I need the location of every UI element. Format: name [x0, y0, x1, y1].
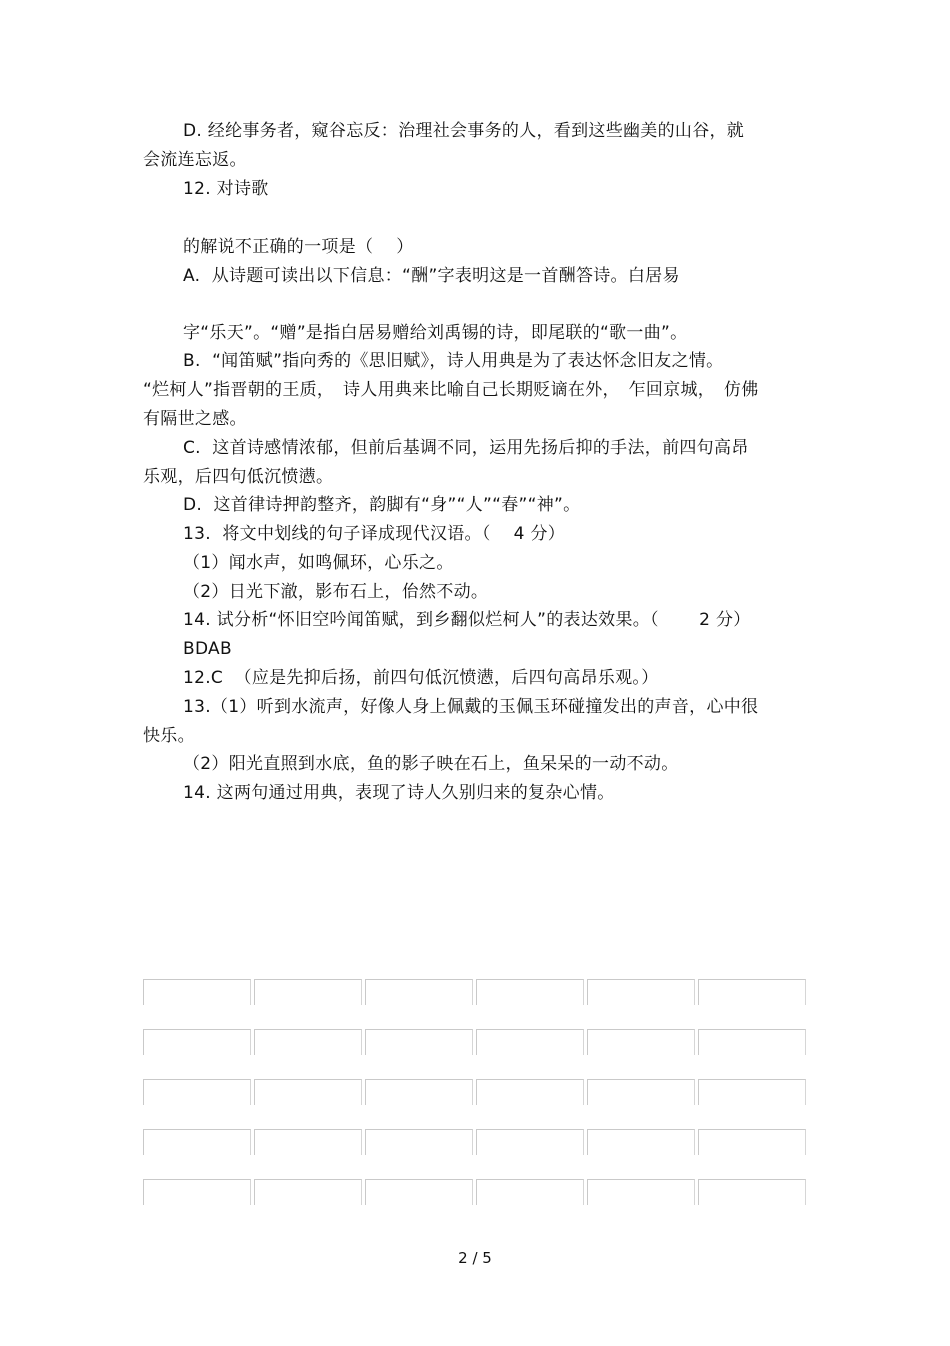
option-a-line-2: 字“乐天”。“赠”是指白居易赠给刘禹锡的诗，即尾联的“歌一曲”。 — [183, 323, 688, 343]
answer-14: 14. 这两句通过用典，表现了诗人久别归来的复杂心情。 — [183, 783, 615, 803]
answer-13-line-2: 快乐。 — [143, 726, 195, 746]
grid-cell — [143, 979, 251, 1005]
answer-13-line-1: 13.（1）听到水流声，好像人身上佩戴的玉佩玉环碰撞发出的声音，心中很 — [183, 697, 759, 717]
option-b-line-1: B. “闻笛赋”指向秀的《思旧赋》，诗人用典是为了表达怀念旧友之情。 — [183, 351, 724, 371]
option-d2-line: D. 这首律诗押韵整齐，韵脚有“身”“人”“春”“神”。 — [183, 495, 581, 515]
answer-key: BDAB — [183, 639, 232, 659]
grid-cell — [365, 1129, 473, 1155]
grid-cell — [587, 979, 695, 1005]
option-b-line-3: 有隔世之感。 — [143, 409, 247, 429]
grid-cell — [254, 1029, 362, 1055]
question-12-line-2: 的解说不正确的一项是（ ） — [183, 237, 414, 257]
option-b-line-2: “烂柯人”指晋朝的王质， 诗人用典来比喻自己长期贬谪在外， 乍回京城， 仿佛 — [143, 380, 759, 400]
grid-cell — [254, 1179, 362, 1205]
question-12-line-1: 12. 对诗歌 — [183, 179, 269, 199]
grid-cell — [698, 1079, 806, 1105]
answer-13-line-3: （2）阳光直照到水底，鱼的影子映在石上，鱼呆呆的一动不动。 — [183, 754, 679, 774]
grid-cell — [254, 979, 362, 1005]
question-13-item-2: （2）日光下澈，影布石上，佁然不动。 — [183, 582, 489, 602]
grid-cell — [476, 979, 584, 1005]
grid-cell — [143, 1129, 251, 1155]
grid-cell — [254, 1079, 362, 1105]
grid-cell — [143, 1079, 251, 1105]
grid-cell — [476, 1129, 584, 1155]
grid-cell — [476, 1179, 584, 1205]
grid-cell — [587, 1129, 695, 1155]
grid-cell — [254, 1129, 362, 1155]
grid-cell — [587, 1079, 695, 1105]
question-13-item-1: （1）闻水声，如鸣佩环，心乐之。 — [183, 553, 454, 573]
option-c-line-1: C. 这首诗感情浓郁，但前后基调不同，运用先扬后抑的手法，前四句高昂 — [183, 438, 749, 458]
option-c-line-2: 乐观，后四句低沉愤懑。 — [143, 467, 334, 487]
grid-cell — [143, 1179, 251, 1205]
grid-cell — [143, 1029, 251, 1055]
question-13: 13. 将文中划线的句子译成现代汉语。（ 4 分） — [183, 524, 566, 544]
grid-cell — [365, 979, 473, 1005]
grid-cell — [587, 1179, 695, 1205]
grid-cell — [698, 1029, 806, 1055]
grid-cell — [365, 1029, 473, 1055]
option-d-line-2: 会流连忘返。 — [143, 150, 247, 170]
grid-cell — [365, 1079, 473, 1105]
question-14: 14. 试分析“怀旧空吟闻笛赋，到乡翻似烂柯人”的表达效果。（ 2 分） — [183, 610, 751, 630]
grid-cell — [365, 1179, 473, 1205]
page-number: 2 / 5 — [458, 1249, 492, 1267]
grid-cell — [698, 1179, 806, 1205]
grid-cell — [698, 1129, 806, 1155]
grid-cell — [476, 1079, 584, 1105]
answer-12: 12.C （应是先抑后扬，前四句低沉愤懑，后四句高昂乐观。） — [183, 668, 659, 688]
grid-cell — [698, 979, 806, 1005]
option-a-line-1: A. 从诗题可读出以下信息：“酬”字表明这是一首酬答诗。白居易 — [183, 266, 680, 286]
grid-cell — [476, 1029, 584, 1055]
grid-cell — [587, 1029, 695, 1055]
option-d-line-1: D. 经纶事务者，窥谷忘反：治理社会事务的人，看到这些幽美的山谷，就 — [183, 121, 745, 141]
